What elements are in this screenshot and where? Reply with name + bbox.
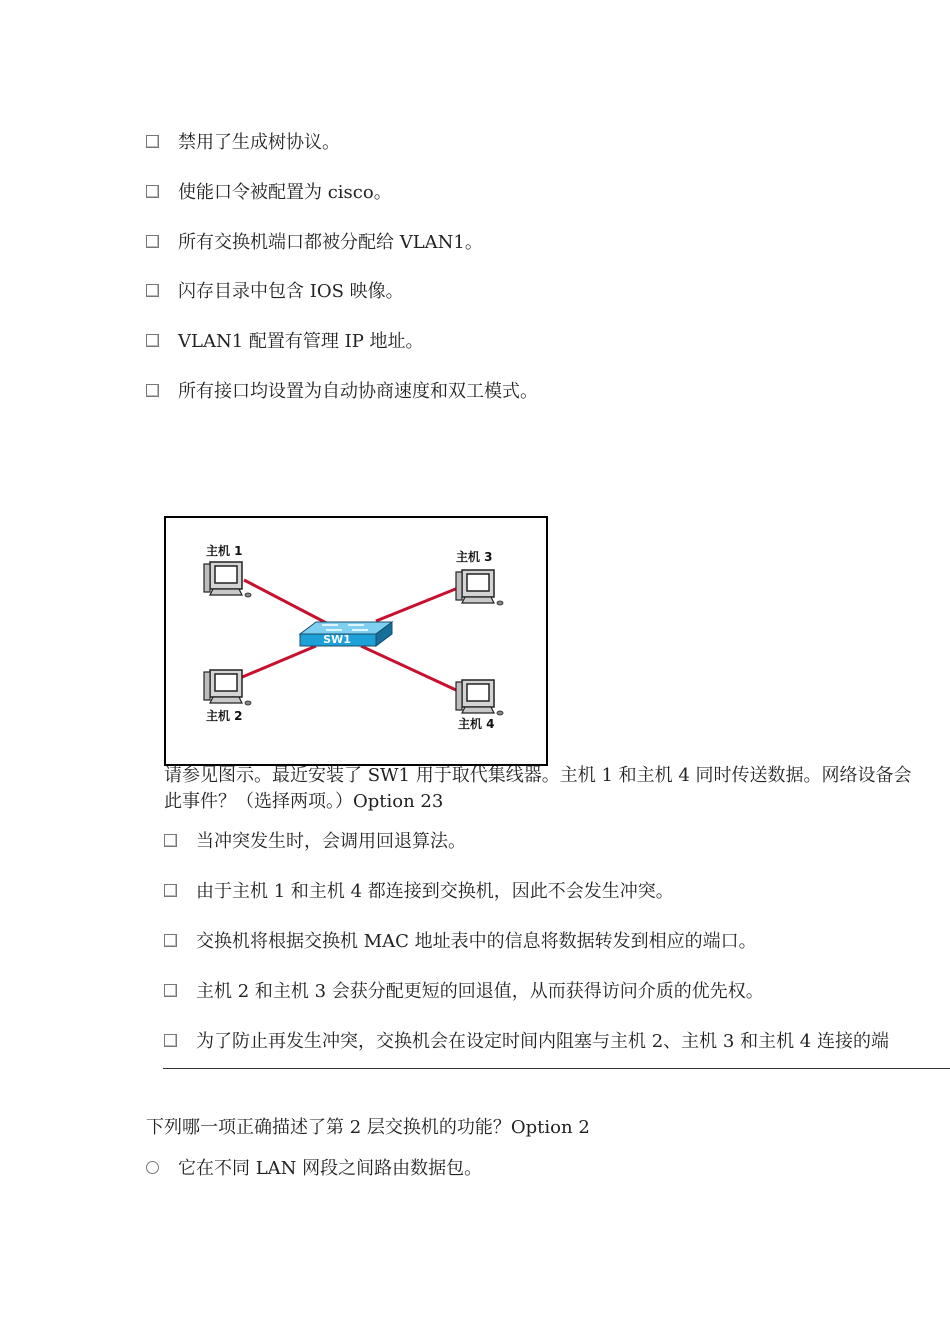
question-text-line2: 此事件？（选择两项。）Option 23 [164, 791, 444, 812]
network-topology-figure [164, 516, 548, 766]
option-checkbox-item[interactable] [164, 927, 757, 953]
checkbox-icon[interactable] [164, 934, 177, 947]
topology-diagram [166, 518, 546, 764]
option-label: 当冲突发生时，会调用回退算法。 [196, 831, 466, 852]
checkbox-icon[interactable] [164, 884, 177, 897]
option-label: 由于主机 1 和主机 4 都连接到交换机，因此不会发生冲突。 [196, 881, 674, 902]
checkbox-icon[interactable] [164, 834, 177, 847]
option-label: 主机 2 和主机 3 会获分配更短的回退值，从而获得访问介质的优先权。 [196, 981, 764, 1002]
checkbox-icon[interactable] [164, 1034, 177, 1047]
option-label: 它在不同 LAN 网段之间路由数据包。 [178, 1158, 483, 1179]
option-checkbox-item[interactable] [146, 327, 424, 353]
option-checkbox-item[interactable] [164, 1027, 889, 1053]
checkbox-icon[interactable] [146, 384, 159, 397]
option-label: 所有接口均设置为自动协商速度和双工模式。 [178, 381, 538, 402]
checkbox-icon[interactable] [146, 235, 159, 248]
option-label: VLAN1 配置有管理 IP 地址。 [178, 331, 424, 352]
option-label: 使能口令被配置为 cisco。 [178, 182, 392, 203]
link-sw1-host2 [240, 646, 316, 678]
checkbox-icon[interactable] [146, 334, 159, 347]
option-checkbox-item[interactable] [146, 178, 392, 204]
option-radio-item[interactable] [146, 1154, 482, 1180]
option-checkbox-item[interactable] [146, 128, 340, 154]
host2-label: 主机 2 [206, 709, 243, 723]
checkbox-icon[interactable] [164, 984, 177, 997]
option-label: 禁用了生成树协议。 [178, 132, 340, 153]
option-label: 为了防止再发生冲突，交换机会在设定时间内阻塞与主机 2、主机 3 和主机 4 连接的端 [196, 1031, 889, 1052]
option-checkbox-item[interactable] [164, 977, 764, 1003]
link-sw1-host3 [376, 588, 458, 621]
option-label: 所有交换机端口都被分配给 VLAN1。 [178, 232, 483, 253]
checkbox-icon[interactable] [146, 135, 159, 148]
host1-label: 主机 1 [206, 544, 243, 558]
switch-label: SW1 [323, 633, 351, 646]
host3-label: 主机 3 [456, 550, 493, 564]
radio-icon[interactable] [146, 1161, 159, 1174]
option-checkbox-item[interactable] [146, 277, 404, 303]
link-host1-sw1 [244, 580, 336, 628]
link-sw1-host4 [361, 646, 456, 690]
option-checkbox-item[interactable] [164, 877, 674, 903]
checkbox-icon[interactable] [146, 185, 159, 198]
option-label: 交换机将根据交换机 MAC 地址表中的信息将数据转发到相应的端口。 [196, 931, 757, 952]
question-text-line1: 请参见图示。最近安装了 SW1 用于取代集线器。主机 1 和主机 4 同时传送数据。网络设备会 [164, 765, 912, 786]
question3-text: 下列哪一项正确描述了第 2 层交换机的功能？Option 2 [146, 1117, 590, 1138]
host-4 [456, 680, 503, 715]
switch-sw1 [300, 622, 392, 646]
checkbox-icon[interactable] [146, 284, 159, 297]
option-label: 闪存目录中包含 IOS 映像。 [178, 281, 404, 302]
option-checkbox-item[interactable] [164, 827, 466, 853]
section-divider [163, 1068, 950, 1069]
host-3 [456, 570, 503, 605]
option-checkbox-item[interactable] [146, 377, 538, 403]
option-checkbox-item[interactable] [146, 228, 483, 254]
host-1 [204, 562, 251, 597]
host4-label: 主机 4 [458, 717, 495, 731]
